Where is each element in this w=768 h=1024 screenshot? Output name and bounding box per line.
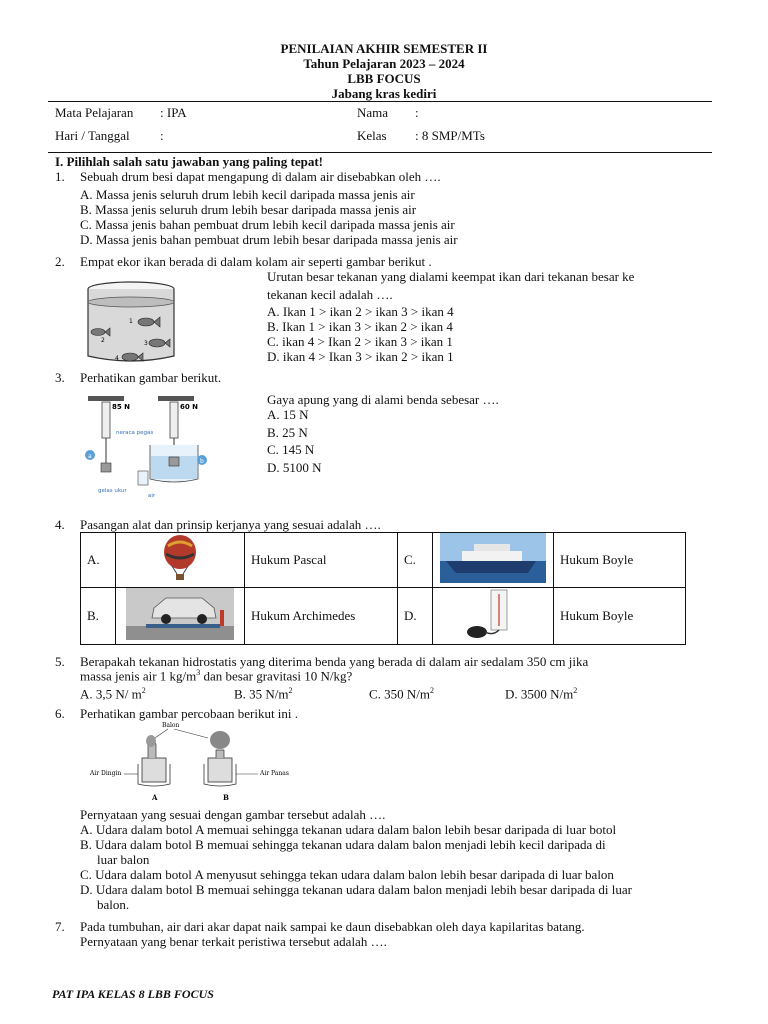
q3-option-c: C. 145 N: [267, 442, 315, 457]
institution-location: Jabang kras kediri: [331, 86, 437, 101]
fish-label-3: 3: [144, 340, 148, 347]
fish-label-1: 1: [129, 318, 133, 325]
cold-water-label: Air Dingin: [90, 770, 122, 777]
q3-option-d: D. 5100 N: [267, 460, 322, 475]
q6-option-d: D. Udara dalam botol B memuai sehingga tekanan udara dalam balon menjadi lebih besar daripada di luar: [80, 882, 632, 897]
hot-air-balloon-icon: [160, 534, 200, 582]
q3-text: Perhatikan gambar berikut.: [80, 370, 222, 385]
q6-option-c: C. Udara dalam botol A menyusut sehingga tekan udara dalam balon lebih besar daripada di luar balon: [80, 867, 614, 882]
q2-number: 2.: [55, 254, 65, 269]
q4-image-ship: [433, 533, 554, 588]
subject-label: Mata Pelajaran: [55, 105, 134, 120]
cruise-ship-icon: [440, 533, 546, 583]
q1-option-d: D. Massa jenis bahan pembuat drum lebih besar daripada massa jenis air: [80, 232, 458, 247]
balloon-bottle-figure: [90, 720, 300, 804]
q4-label-a: A.: [81, 533, 116, 588]
q4-principle-c: Hukum Boyle: [554, 533, 686, 588]
q3-option-b: B. 25 N: [267, 425, 308, 440]
label-a: a: [88, 453, 92, 460]
q2-text: Empat ekor ikan berada di dalam kolam air seperti gambar berikut .: [80, 254, 432, 269]
section-title: I. Pilihlah salah satu jawaban yang paling tepat!: [55, 154, 324, 169]
q5-line1: Berapakah tekanan hidrostatis yang diterima benda yang berada di dalam air sedalam 350 cm jika: [80, 654, 589, 669]
q2-option-a: A. Ikan 1 > ikan 2 > ikan 3 > ikan 4: [267, 304, 454, 319]
bottle-label-b: B: [223, 793, 229, 802]
label-b: b: [200, 458, 204, 465]
page-footer: PAT IPA KELAS 8 LBB FOCUS: [52, 987, 214, 1001]
q4-label-c: C.: [398, 533, 433, 588]
name-label: Nama: [357, 105, 389, 120]
q1-option-a: A. Massa jenis seluruh drum lebih kecil daripada massa jenis air: [80, 187, 415, 202]
bottle-label-a: A: [152, 793, 158, 802]
cup-label: gelas ukur: [98, 488, 127, 494]
q4-principle-d: Hukum Boyle: [554, 588, 686, 645]
name-value: :: [415, 105, 419, 120]
q5-number: 5.: [55, 654, 65, 669]
q4-image-car-lift: [116, 588, 245, 645]
header-rule: [48, 101, 712, 102]
hydraulic-car-lift-icon: [126, 588, 234, 640]
q5-line2: [80, 668, 352, 684]
sphygmomanometer-icon: [463, 588, 523, 640]
q5-option-d: D. 3500 $N/m^2$: [505, 686, 578, 702]
balloon-label: Balon: [162, 722, 180, 729]
water-label: air: [148, 493, 156, 499]
q6-option-b-cont: luar balon: [97, 852, 150, 867]
q6-option-a: A. Udara dalam botol A memuai sehingga tekanan udara dalam balon lebih besar daripada di luar botol: [80, 822, 617, 837]
class-label: Kelas: [357, 128, 387, 143]
class-value: : 8 SMP/MTs: [415, 128, 485, 143]
q6-number: 6.: [55, 706, 65, 721]
q6-text: Perhatikan gambar percobaan berikut ini .: [80, 706, 299, 721]
school-year: Tahun Pelajaran 2023 – 2024: [303, 56, 465, 71]
institution-name: LBB FOCUS: [347, 71, 421, 86]
spring-label: neraca pegas: [116, 430, 154, 436]
q4-image-sphygmomanometer: [433, 588, 554, 645]
q2-stem-line2: tekanan kecil adalah ….: [267, 287, 393, 302]
subject-value: : IPA: [160, 105, 187, 120]
q4-principle-b: Hukum Archimedes: [245, 588, 398, 645]
fish-pond-figure: [84, 280, 178, 366]
q4-table: [80, 532, 686, 645]
q4-text: Pasangan alat dan prinsip kerjanya yang sesuai adalah ….: [80, 517, 381, 532]
q5-line2-b: dan besar gravitasi 10 N/kg?: [200, 668, 353, 684]
q1-number: 1.: [55, 169, 65, 184]
exam-title: PENILAIAN AKHIR SEMESTER II: [280, 41, 488, 56]
q5-line2-a: massa jenis air 1 kg/m: [80, 668, 197, 684]
q3-stem: Gaya apung yang di alami benda sebesar ….: [267, 392, 499, 407]
q6-stem: Pernyataan yang sesuai dengan gambar tersebut adalah ….: [80, 807, 386, 822]
q5-line2-sup: 3: [196, 668, 201, 677]
table-row: [81, 588, 686, 645]
q1-option-c: C. Massa jenis bahan pembuat drum lebih kecil daripada massa jenis air: [80, 217, 455, 232]
date-label: Hari / Tanggal: [55, 128, 130, 143]
hot-water-label: Air Panas: [260, 770, 289, 777]
reading-right: 60 N: [180, 403, 199, 411]
q5-option-a: A. 3,5 N/ $m^2$: [80, 686, 146, 702]
q1-text: Sebuah drum besi dapat mengapung di dalam air disebabkan oleh ….: [80, 169, 441, 184]
q7-number: 7.: [55, 919, 65, 934]
q2-option-c: C. ikan 4 > Ikan 2 > ikan 3 > ikan 1: [267, 334, 453, 349]
q5-option-b: B. 35 $N/m^2$: [234, 686, 293, 702]
date-value: :: [160, 128, 164, 143]
reading-left: 85 N: [112, 403, 131, 411]
q4-principle-a: Hukum Pascal: [245, 533, 398, 588]
q6-option-d-cont: balon.: [97, 897, 130, 912]
q4-label-b: B.: [81, 588, 116, 645]
q3-number: 3.: [55, 370, 65, 385]
fish-label-4: 4: [115, 355, 119, 362]
q5-option-c: C. 350 $N/m^2$: [369, 686, 435, 702]
q1-option-b: B. Massa jenis seluruh drum lebih besar daripada massa jenis air: [80, 202, 417, 217]
q4-label-d: D.: [398, 588, 433, 645]
q3-option-a: A. 15 N: [267, 407, 309, 422]
q7-line1: Pada tumbuhan, air dari akar dapat naik sampai ke daun disebabkan oleh daya kapilaritas batang.: [80, 919, 585, 934]
q2-option-d: D. ikan 4 > Ikan 3 > ikan 2 > ikan 1: [267, 349, 454, 364]
table-row: [81, 533, 686, 588]
q7-line2: Pernyataan yang benar terkait peristiwa tersebut adalah ….: [80, 934, 387, 949]
fish-label-2: 2: [101, 337, 105, 344]
q6-option-b: B. Udara dalam botol B memuai sehingga tekanan udara dalam balon menjadi lebih kecil daripada di: [80, 837, 606, 852]
identity-rule: [48, 152, 712, 153]
q2-stem-line1: Urutan besar tekanan yang dialami keempat ikan dari tekanan besar ke: [267, 269, 635, 284]
spring-balance-figure: [82, 393, 212, 501]
q4-number: 4.: [55, 517, 65, 532]
q4-image-balloon: [116, 533, 245, 588]
q2-option-b: B. Ikan 1 > ikan 3 > ikan 2 > ikan 4: [267, 319, 453, 334]
